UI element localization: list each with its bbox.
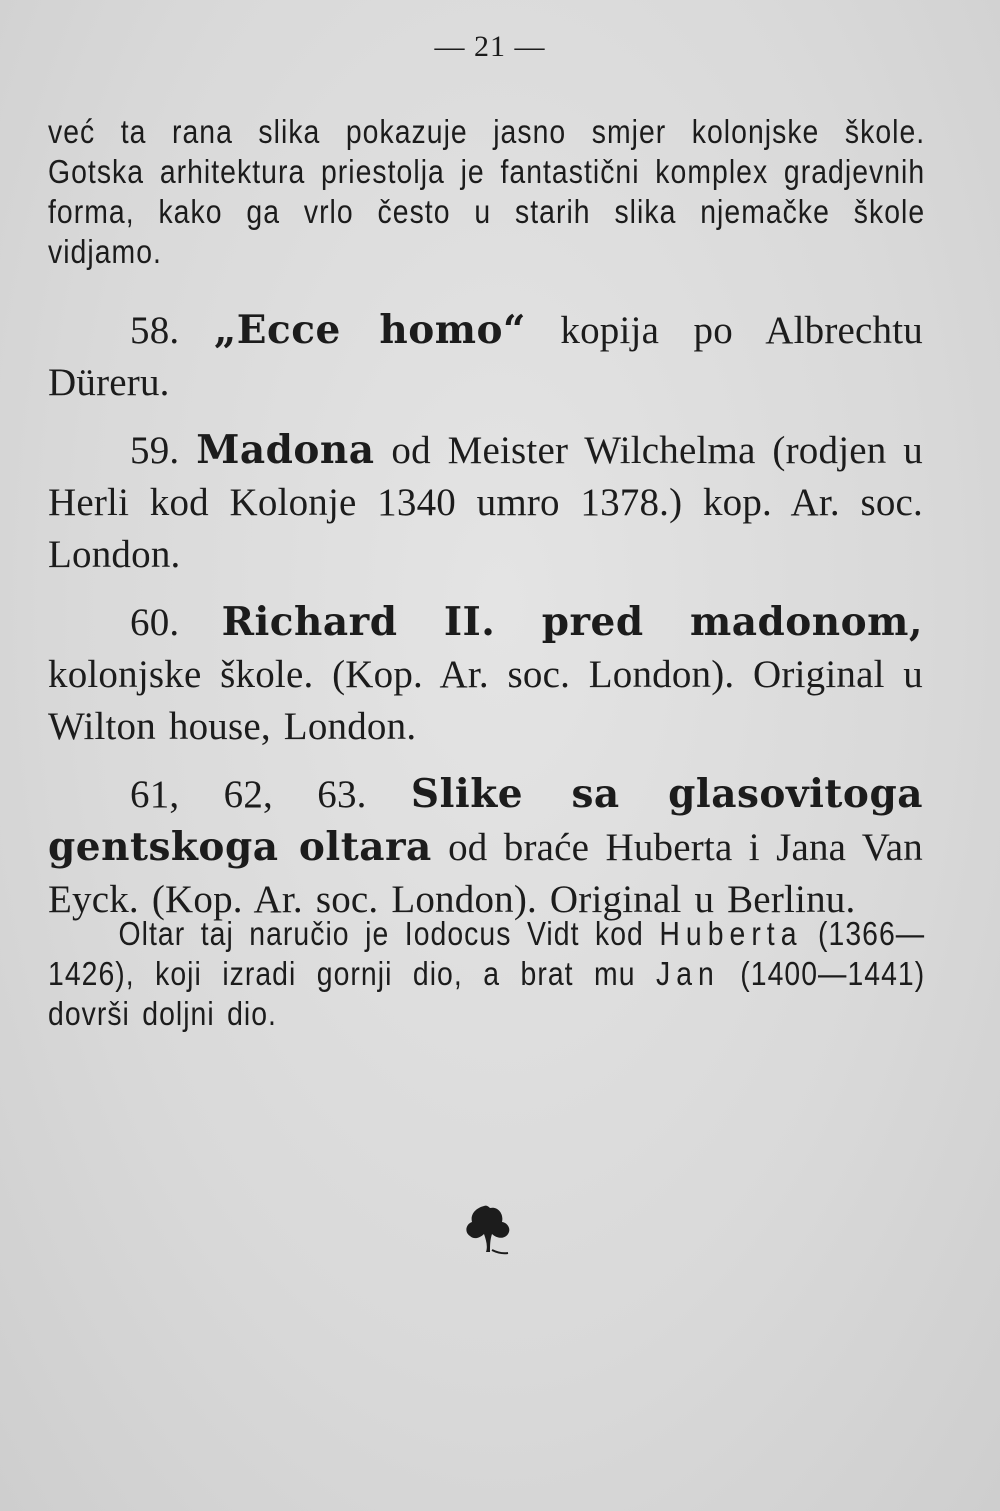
altar-note	[48, 914, 925, 1034]
entry-number: 60.	[130, 601, 222, 644]
note-text: (1400—1441) dovrši doljni dio.	[48, 955, 926, 1032]
entry-text: kopija po Albrechtu Düreru.	[48, 309, 923, 404]
catalog-entry-61-63	[48, 768, 923, 926]
paragraph-intro: već ta rana slika pokazuje jasno smjer kolonjske škole. Gotska arhitektura priestolja je fantastični komplex gradjevnih forma, kako ga vrlo često u starih slika njemačke škole vidjamo.	[48, 113, 926, 270]
page-number: — 21 —	[434, 30, 546, 63]
catalog-entry-59	[48, 424, 923, 581]
entry-title: Slike sa glasovitoga gentskoga oltara	[48, 771, 923, 870]
entry-number: 61, 62, 63.	[130, 773, 411, 816]
leaf-ornament-icon	[462, 1200, 512, 1260]
catalog-entry-58	[48, 304, 923, 409]
catalog-entry-60	[48, 596, 923, 753]
entry-text: kolonjske škole. (Kop. Ar. soc. London). Original u Wilton house, London.	[48, 653, 923, 748]
entry-number: 58.	[130, 309, 214, 352]
spaced-name-jan: Jan	[655, 955, 720, 992]
entry-title: „Ecce homo“	[213, 307, 526, 353]
spaced-name-huberta: Huberta	[659, 915, 803, 952]
entry-text: od braće Huberta i Jana Van Eyck. (Kop. Ar. soc. London). Original u Berlinu.	[48, 826, 923, 921]
entry-title: Madona	[196, 427, 375, 473]
entry-text: od Meister Wilchelma (rodjen u Herli kod Kolonje 1340 umro 1378.) kop. Ar. soc. London.	[48, 429, 923, 576]
entry-title: Richard II. pred madonom,	[221, 599, 923, 645]
entry-number: 59.	[130, 429, 197, 472]
note-text: (1366—1426), koji izradi gornji dio, a brat mu	[48, 915, 926, 992]
note-text: Oltar taj naručio je Iodocus Vidt kod	[118, 915, 660, 952]
